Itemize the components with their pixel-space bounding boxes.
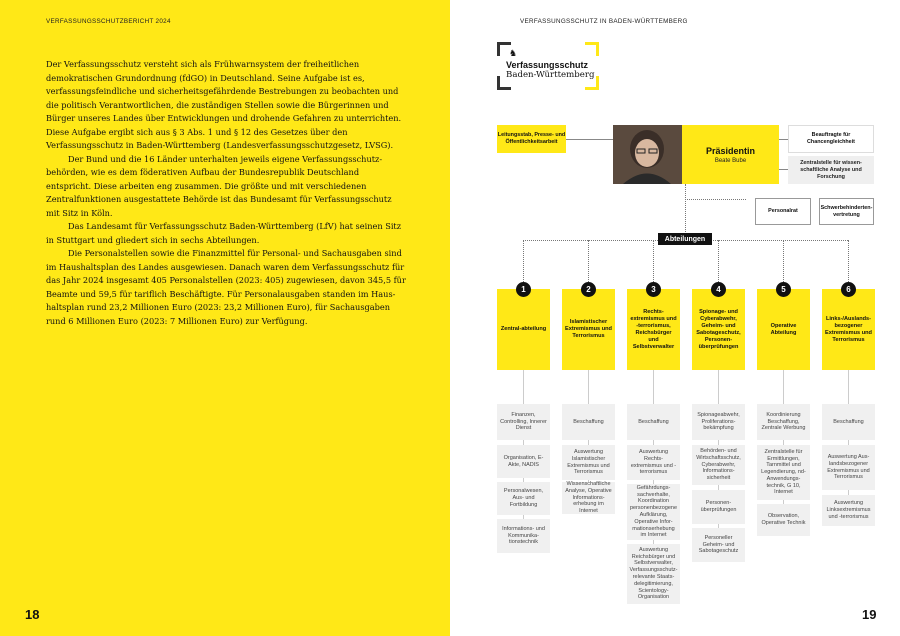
beauftragte-box: Beauftragte für Chancengleichheit xyxy=(788,125,874,153)
dotted-connector xyxy=(685,184,686,232)
page-number-right: 19 xyxy=(862,607,877,622)
department-number: 4 xyxy=(711,282,726,297)
unit-box: Observation, Operative Technik xyxy=(757,504,810,536)
dotted-connector xyxy=(685,199,746,200)
department-number: 1 xyxy=(516,282,531,297)
department-1 xyxy=(497,289,550,370)
logo xyxy=(497,42,597,90)
department-number: 3 xyxy=(646,282,661,297)
department-number: 5 xyxy=(776,282,791,297)
unit-box: Koordinierung Beschaffung, Zentrale Werbung xyxy=(757,404,810,440)
unit-box: Auswertung Aus-landsbezogener Extremismus und Terrorismus xyxy=(822,445,875,490)
unit-box: Behörden- und Wirtschaftsschutz, Cyberabwehr, Informations-sicherheit xyxy=(692,445,745,485)
logo-line1: Verfassungsschutz xyxy=(506,60,589,70)
zentralstelle-box: Zentralstelle für wissen-schaftliche Analyse und Forschung xyxy=(788,156,874,184)
unit-box: Wissenschaftliche Analyse, Operative Informations-erhebung im Internet xyxy=(562,482,615,514)
department-2 xyxy=(562,289,615,370)
department-number: 2 xyxy=(581,282,596,297)
unit-box: Beschaffung xyxy=(627,404,680,440)
president-box xyxy=(613,125,779,184)
leitungsstab-box: Leitungsstab, Presse- und Öffentlichkeitsarbeit xyxy=(497,125,566,153)
president-title: Präsidentin xyxy=(705,145,755,156)
logo-line2: Baden-Württemberg xyxy=(506,70,595,80)
department-number: 6 xyxy=(841,282,856,297)
running-header-right: VERFASSUNGSSCHUTZ IN BADEN-WÜRTTEMBERG xyxy=(520,18,688,25)
paragraph: Die Personalstellen sowie die Finanzmittel für Personal- und Sachausgaben sind im Haushaltsplan des Landes ausgewiesen. Danach waren dem Verfassungsschutz für das Jahr 2024 insgesamt 405 Personalstellen (2023: 405) zugewiesen, davon 345,5 für Beamte und 59,5 für tariflich Beschäftigte. Für Personalausgaben standen im Haus-haltsplan rund 23,2 Millionen Euro (2023: 23,2 Millionen Euro), für Sachausgaben rund 6 Millionen Euro (2023: 7 Millionen Euro) zur Verfügung. xyxy=(46,248,406,326)
department-name: Spionage- und Cyberabwehr, Geheim- und Sabotageschutz, Personen-überprüfungen xyxy=(696,308,741,350)
body-text xyxy=(46,58,406,328)
department-name: Links-/Auslands-bezogener Extremismus und Terrorismus xyxy=(825,315,872,343)
unit-box: Personeller Geheim- und Sabotageschutz xyxy=(692,528,745,562)
unit-box: Beschaffung xyxy=(822,404,875,440)
paragraph: Das Landesamt für Verfassungsschutz Baden-Württemberg (LfV) hat seinen Sitz in Stuttgart und gliedert sich in sechs Abteilungen. xyxy=(46,221,402,245)
unit-box: Organisation, E-Akte, NADIS xyxy=(497,445,550,478)
schwerbehinderten-box: Schwerbehinderten-vertretung xyxy=(819,198,874,225)
unit-box: Auswertung Reichsbürger und Selbstverwalter, Verfassungsschutz-relevante Staats-delegitimierung, Scientology-Organisation xyxy=(627,544,680,604)
department-4 xyxy=(692,289,745,370)
department-3 xyxy=(627,289,680,370)
unit-box: Auswertung Rechts-extremismus und -terrorismus xyxy=(627,445,680,480)
paragraph: Der Verfassungsschutz versteht sich als Frühwarnsystem der freiheitlichen demokratischen Grundordnung (fdGO) in Deutschland. Seine Aufgabe ist es, verfassungsfeindliche und sicherheitsgefährdende Bestrebungen zu beobachten und die politisch Verantwortlichen, die zuständigen Stellen sowie die Bürgerinnen und Bürger unseres Landes über Entwicklungen und drohende Gefahren zu unterrichten. Diese Aufgabe ergibt sich aus § 3 Abs. 1 und § 12 des Gesetzes über den Verfassungsschutz in Baden-Württemberg (Landesverfassungsschutzgesetz, LVSG). xyxy=(46,59,402,150)
unit-box: Personalwesen, Aus- und Fortbildung xyxy=(497,482,550,515)
unit-box: Spionageabwehr, Proliferations-bekämpfung xyxy=(692,404,745,440)
unit-box: Auswertung Islamistischer Extremismus und Terrorismus xyxy=(562,445,615,480)
unit-box: Beschaffung xyxy=(562,404,615,440)
personalrat-box: Personalrat xyxy=(755,198,811,225)
connector xyxy=(778,169,788,170)
running-header-left: VERFASSUNGSSCHUTZBERICHT 2024 xyxy=(46,18,171,25)
unit-box: Auswertung Linksextremismus und -terrorismus xyxy=(822,495,875,526)
page-number-left: 18 xyxy=(25,607,40,622)
connector xyxy=(778,139,788,140)
department-name: Zentral-abteilung xyxy=(500,326,547,332)
unit-box: Gefährdungs-sachverhalte, Koordination personenbezogene Aufklärung, Operative Infor-mationserhebung im Internet xyxy=(627,484,680,540)
unit-box: Finanzen, Controlling, Innerer Dienst xyxy=(497,404,550,440)
department-name: Rechts-extremismus und -terrorismus, Reichsbürger und Selbstverwalter xyxy=(630,308,677,350)
connector xyxy=(566,139,613,140)
department-name: Islamistischer Extremismus und Terrorismus xyxy=(565,319,612,339)
department-6 xyxy=(822,289,875,370)
president-name: Beate Bube xyxy=(714,157,747,164)
abteilungen-label: Abteilungen xyxy=(658,233,712,245)
lion-emblem-icon: ♞ xyxy=(509,49,518,59)
unit-box: Informations- und Kommunika-tionstechnik xyxy=(497,519,550,553)
paragraph: Der Bund und die 16 Länder unterhalten jeweils eigene Verfassungsschutz-behörden, wie es dem föderativen Aufbau der Bundesrepublik Deutschland entspricht. Diese arbeiten eng zusammen. Die größte und mit verschiedenen Zentralfunktionen ausgestattete Behörde ist das Bundesamt für Verfassungsschutz mit Sitz in Köln. xyxy=(46,153,392,218)
unit-box: Personen-überprüfungen xyxy=(692,490,745,524)
department-5 xyxy=(757,289,810,370)
president-portrait xyxy=(613,125,682,184)
unit-box: Zentralstelle für Ermittlungen, Tarnmittel und Legendierung, nd-Anwendungs-technik, G 10, Internet xyxy=(757,445,810,500)
department-name: Operative Abteilung xyxy=(770,322,797,336)
